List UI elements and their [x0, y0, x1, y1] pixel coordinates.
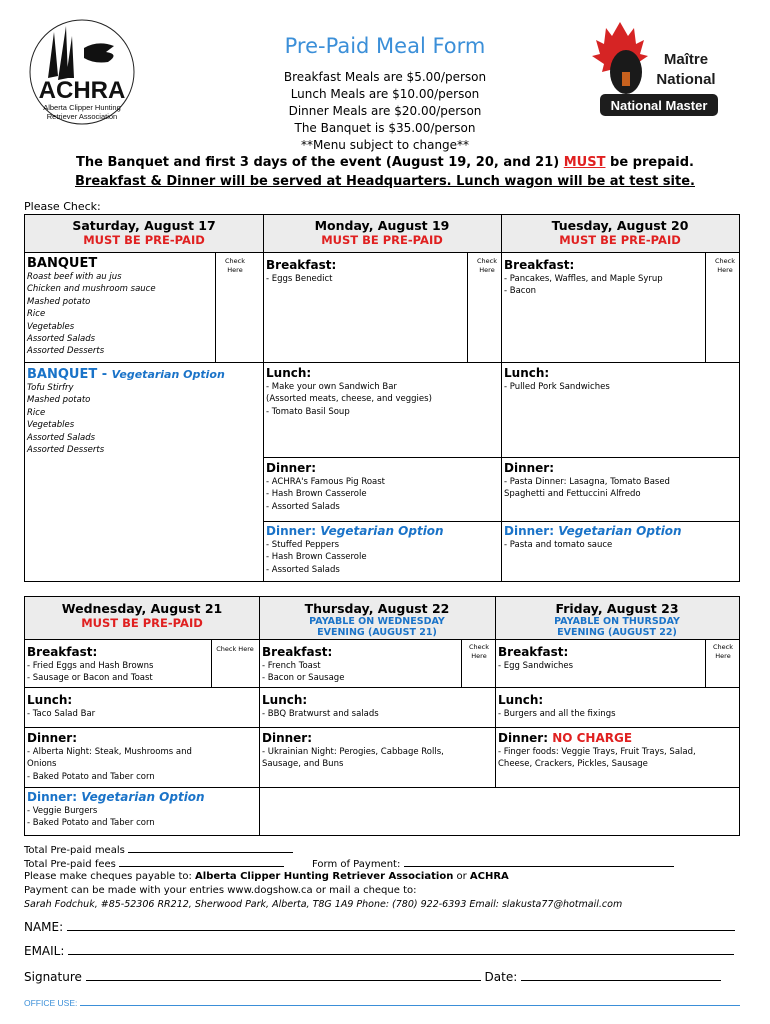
banquet-item: Mashed potato: [27, 296, 91, 307]
name-field[interactable]: NAME:: [24, 920, 735, 934]
price-line-breakfast: Breakfast Meals are $5.00/person: [283, 70, 487, 84]
total-meals-field[interactable]: Total Pre-paid meals: [24, 843, 293, 856]
wednesday-dinner-veg: Dinner: Vegetarian Option - Veggie Burgers - Baked Potato and Taber corn: [27, 790, 205, 829]
form-of-payment-field[interactable]: Form of Payment:: [312, 857, 674, 870]
payable-to-line: Please make cheques payable to: Alberta Clipper Hunting Retriever Association or ACHRA: [24, 871, 509, 882]
banquet-item: Rice: [27, 309, 46, 320]
svg-text:Retriever Association: Retriever Association: [46, 112, 118, 121]
email-field[interactable]: EMAIL:: [24, 944, 734, 958]
banquet-item: Chicken and mushroom sauce: [27, 284, 156, 295]
tuesday-breakfast: Breakfast: - Pancakes, Waffles, and Maple Syrup - Bacon: [504, 258, 663, 297]
thursday-dinner: Dinner: - Ukrainian Night: Perogies, Cabbage Rolls, Sausage, and Buns: [262, 731, 444, 770]
week2-table: [24, 596, 740, 836]
banquet-item: Vegetables: [27, 321, 75, 332]
check-friday-breakfast[interactable]: Check Here: [713, 643, 733, 660]
day-header-tuesday: Tuesday, August 20 MUST BE PRE-PAID: [501, 215, 739, 252]
page-title: Pre-Paid Meal Form: [284, 34, 486, 58]
tuesday-dinner: Dinner: - Pasta Dinner: Lasagna, Tomato Based Spaghetti and Fettuccini Alfredo: [504, 461, 670, 500]
day-header-thursday: Thursday, August 22 PAYABLE ON WEDNESDAY EVENING (AUGUST 21): [259, 597, 495, 639]
address-line: Sarah Fodchuk, #85-52306 RR212, Sherwood Park, Alberta, T8G 1A9 Phone: (780) 922-6393 Email: slakusta77@hotmail.com: [24, 899, 623, 910]
tuesday-lunch: Lunch: - Pulled Pork Sandwiches: [504, 366, 610, 392]
banquet-veg-menu: BANQUET - Vegetarian Option Tofu Stirfry Mashed potato Rice Vegetables Assorted Salads Assorted Desserts: [27, 367, 257, 456]
banquet-veg-item: Rice: [27, 407, 46, 418]
banquet-item: Assorted Salads: [27, 334, 96, 345]
hq-notice: Breakfast & Dinner will be served at Headquarters. Lunch wagon will be at test site.: [75, 174, 695, 189]
day-header-friday: Friday, August 23 PAYABLE ON THURSDAY EVENING (AUGUST 22): [495, 597, 739, 639]
day-header-saturday: Saturday, August 17 MUST BE PRE-PAID: [25, 215, 263, 252]
check-tuesday-breakfast[interactable]: Check Here: [715, 257, 735, 274]
banquet-veg-item: Mashed potato: [27, 395, 91, 406]
prepaid-notice: The Banquet and first 3 days of the event (August 19, 20, and 21) MUST be prepaid.: [76, 155, 694, 170]
svg-text:Maître: Maître: [663, 51, 709, 68]
check-monday-breakfast[interactable]: Check Here: [477, 257, 497, 274]
svg-text:ACHRA: ACHRA: [38, 77, 126, 104]
menu-change-note: **Menu subject to change**: [300, 138, 470, 152]
banquet-veg-item: Tofu Stirfry: [27, 383, 74, 393]
thursday-lunch: Lunch: - BBQ Bratwurst and salads: [262, 693, 379, 719]
monday-dinner-veg: Dinner: Vegetarian Option - Stuffed Peppers - Hash Brown Casserole - Assorted Salads: [266, 524, 444, 575]
day-header-monday: Monday, August 19 MUST BE PRE-PAID: [263, 215, 501, 252]
price-line-banquet: The Banquet is $35.00/person: [294, 121, 476, 135]
banquet-veg-item: Vegetables: [27, 420, 75, 431]
day-header-wednesday: Wednesday, August 21 MUST BE PRE-PAID: [25, 597, 259, 639]
office-use-field: OFFICE USE:: [24, 998, 740, 1008]
check-thursday-breakfast[interactable]: Check Here: [469, 643, 489, 660]
banquet-item: Assorted Desserts: [27, 346, 105, 357]
banquet-item: Roast beef with au jus: [27, 272, 122, 282]
total-fees-field[interactable]: Total Pre-paid fees: [24, 857, 284, 870]
friday-lunch: Lunch: - Burgers and all the fixings: [498, 693, 616, 719]
price-line-dinner: Dinner Meals are $20.00/person: [288, 104, 482, 118]
banquet-menu: BANQUET Roast beef with au jus Chicken and mushroom sauce Mashed potato Rice Vegetables Assorted Salads Assorted Desserts: [27, 256, 213, 358]
please-check-label: Please Check:: [24, 200, 101, 213]
monday-dinner: Dinner: - ACHRA's Famous Pig Roast - Hash Brown Casserole - Assorted Salads: [266, 461, 386, 512]
no-charge-label: NO CHARGE: [552, 731, 633, 745]
wednesday-dinner: Dinner: - Alberta Night: Steak, Mushrooms and Onions - Baked Potato and Taber corn: [27, 731, 192, 782]
wednesday-lunch: Lunch: - Taco Salad Bar: [27, 693, 96, 719]
check-saturday[interactable]: Check Here: [225, 257, 245, 274]
svg-text:Alberta Clipper Hunting: Alberta Clipper Hunting: [43, 103, 121, 112]
friday-dinner: Dinner: NO CHARGE - Finger foods: Veggie Trays, Fruit Trays, Salad, Cheese, Crackers, Pickles, Sausage: [498, 731, 696, 770]
signature-field[interactable]: Signature Date:: [24, 970, 721, 984]
svg-text:National: National: [656, 71, 716, 88]
payment-line: Payment can be made with your entries www.dogshow.ca or mail a cheque to:: [24, 885, 417, 896]
week1-table: [24, 214, 740, 582]
check-wednesday-breakfast[interactable]: Check Here: [216, 645, 254, 653]
tuesday-dinner-veg: Dinner: Vegetarian Option - Pasta and tomato sauce: [504, 524, 682, 550]
banquet-veg-item: Assorted Salads: [27, 432, 96, 443]
banquet-veg-item: Assorted Desserts: [27, 445, 105, 456]
wednesday-breakfast: Breakfast: - Fried Eggs and Hash Browns - Sausage or Bacon and Toast: [27, 645, 154, 684]
friday-breakfast: Breakfast: - Egg Sandwiches: [498, 645, 574, 671]
svg-text:National Master: National Master: [610, 98, 708, 113]
monday-breakfast: Breakfast: - Eggs Benedict: [266, 258, 337, 284]
monday-lunch: Lunch: - Make your own Sandwich Bar (Assorted meats, cheese, and veggies) - Tomato Basil Soup: [266, 366, 432, 417]
price-line-lunch: Lunch Meals are $10.00/person: [290, 87, 480, 101]
thursday-breakfast: Breakfast: - French Toast - Bacon or Sausage: [262, 645, 345, 684]
